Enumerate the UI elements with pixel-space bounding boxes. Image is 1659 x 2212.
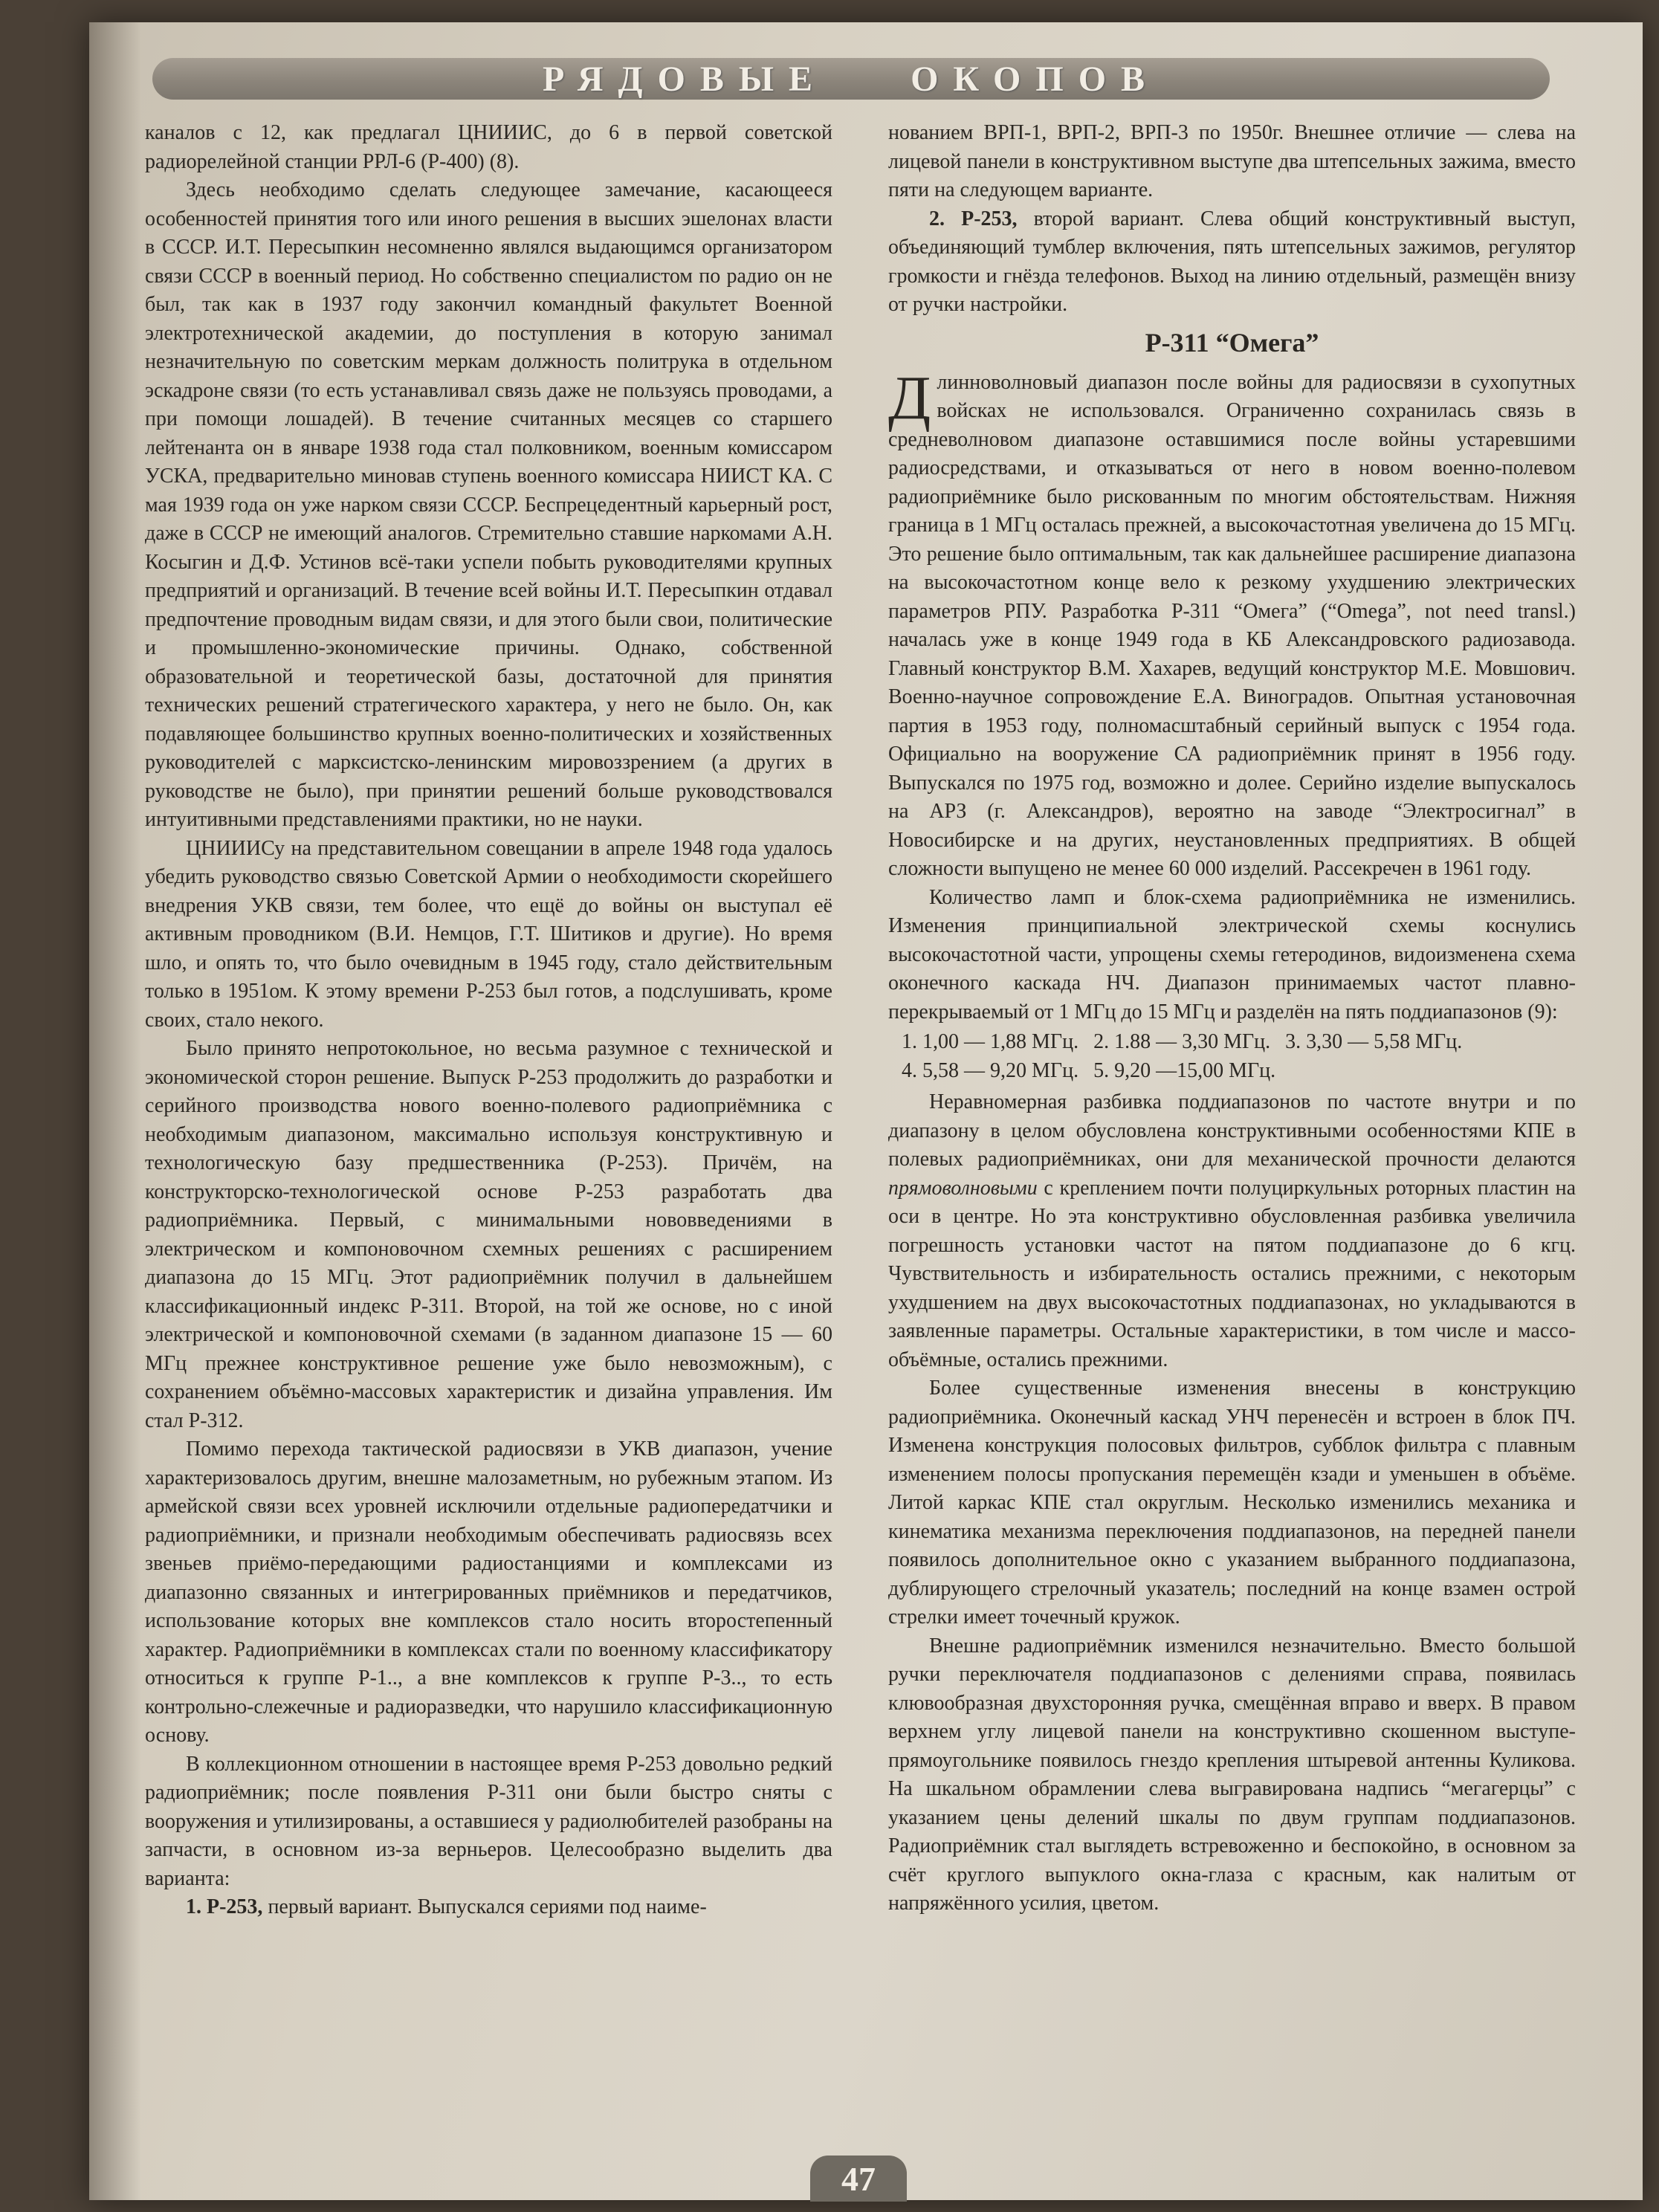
binding-shadow bbox=[89, 22, 141, 2200]
paragraph: Внешне радиоприёмник изменился незначительно. Вместо большой ручки переключателя поддиапазонов с делениями справа, появилась клювообразная двухсторонняя ручка, смещённая вправо и вверх. В правом верхнем углу лицевой панели на конструктивно скошенном выступе-прямоугольнике появилось гнездо крепления штыревой антенны Куликова. На шкальном обрамлении слева выгравирована надпись “мегагерцы” с указанием цены делений шкалы по двум группам поддиапазонов. Радиоприёмник стал выглядеть встревоженно и беспокойно, в основном за счёт круглого выпуклого окна-глаза с красным, как налитым от напряжённого усилия, цветом. bbox=[888, 1634, 1576, 1915]
variant-label: 2. Р-253, bbox=[929, 207, 1018, 230]
drop-cap: Д bbox=[888, 363, 931, 433]
band-item: 2. 1.88 — 3,30 МГц. bbox=[1093, 1030, 1271, 1053]
band-item: 5. 9,20 —15,00 МГц. bbox=[1093, 1058, 1276, 1082]
paragraph: нованием ВРП-1, ВРП-2, ВРП-3 по 1950г. Внешнее отличие — слева на лицевой панели в конструктивном выступе два штепсельных зажима, вместо пяти на следующем варианте. bbox=[888, 121, 1576, 201]
band-row bbox=[888, 1057, 1576, 1086]
header-title: РЯДОВЫЕ ОКОПОВ bbox=[542, 59, 1160, 99]
variant-item-1 bbox=[145, 1893, 832, 1922]
paragraph-text: линноволновый диапазон после войны для радиосвязи в сухопутных войсках не использовался. Ограниченно сохранилась связь в средневолновом диапазоне оставшимися после войны устаревшими радиосредствами, и отказываться от него в новом военно-полевом радиоприёмнике было рискованным по многим обстоятельствам. Нижняя граница в 1 МГц осталась прежней, а высокочастотная увеличена до 15 МГц. Это решение было оптимальным, так как дальнейшее расширение диапазона на высокочастотном конце вело к резкому ухудшению электрических параметров РПУ. Разработка Р-311 “Омега” (“Omega”, not need transl.) началась уже в конце 1949 года в КБ Александровского радиозавода. Главный конструктор В.М. Хахарев, ведущий конструктор М.Е. Мовшович. Военно-научное сопровождение Е.А. Виноградов. Опытная установочная партия в 1953 году, полномасштабный серийный выпуск с 1954 года. Официально на вооружение СА радиоприёмник принят в 1956 году. Выпускался по 1975 год, возможно и долее. Серийно изделие выпускалось на АРЗ (г. Александров), вероятно на заводе “Электросигнал” в Новосибирске и на других, неустановленных предприятиях. В общей сложности выпущено не менее 60 000 изделий. Рассекречен в 1961 году. bbox=[888, 370, 1576, 880]
band-item: 4. 5,58 — 9,20 МГц. bbox=[902, 1058, 1079, 1082]
band-list bbox=[888, 1028, 1576, 1085]
paragraph: Здесь необходимо сделать следующее замечание, касающееся особенностей принятия того или иного решения в высших эшелонах власти в СССР. И.Т. Пересыпкин несомненно являлся выдающимся организатором связи СССР в военный период. Но собственно специалистом по радио он не был, так как в 1937 году закончил командный факультет Военной электротехнической академии, до поступления в которую занимал незначительную по советским меркам должность политрука в отдельном эскадроне связи (то есть устанавливал связь даже не пользуясь проводами, а при помощи лошадей). В течение считанных месяцев со старшего лейтенанта он в январе 1938 года стал полковником, военным комиссаром УСКА, предварительно миновав ступень военного комиссара НИИСТ КА. С мая 1939 года он уже нарком связи СССР. Беспрецедентный карьерный рост, даже в СССР не имеющий аналогов. Стремительно ставшие наркомами А.Н. Косыгин и Д.Ф. Устинов всё-таки успели побыть руководителями крупных предприятий и организаций. В течение всей войны И.Т. Пересыпкин отдавал предпочтение проводным видам связи, и для этого были свои, политические и промышленно-экономические причины. Однако, собственной образовательной и теоретической базы, достаточной для принятия технических решений стратегического характера, у него не было. Он, как подавляющее большинство крупных военно-политических и хозяйственных руководителей с марксистско-ленинским мировоззрением (а других в руководстве не было), при принятии решений больше руководствовался интуитивными представлениями практики, но не науки. bbox=[145, 178, 832, 831]
right-column bbox=[888, 119, 1576, 1918]
paragraph: Помимо перехода тактической радиосвязи в УКВ диапазон, учение характеризовалось другим, внешне малозаметным, но рубежным этапом. Из армейской связи всех уровней исключили отдельные радиопередатчики и радиоприёмники, и признали необходимым обеспечивать радиосвязь всех звеньев приёмо-передающими радиостанциями и комплексами из диапазонно связанных и интегрированных приёмников и передатчиков, использование которых вне комплексов стало носить второстепенный характер. Радиоприёмники в комплексах стали по военному классификатору относиться к группе Р-1.., а вне комплексов к группе Р-3.., то есть контрольно-слежечные и радиоразведки, что нарушило классификационную основу. bbox=[145, 1438, 832, 1747]
paragraph: ЦНИИИСу на представительном совещании в апреле 1948 года удалось убедить руководство связью Советской Армии о необходимости скорейшего внедрения УКВ связи, тем более, что ещё до войны он выступал её активным проводником (В.И. Немцов, Г.Т. Шитиков и другие). Но время шло, и опять то, что было очевидным в 1945 году, стало действительным только в 1951ом. К этому времени Р-253 был готов, а подслушивать, кроме своих, стало некого. bbox=[145, 836, 832, 1032]
paragraph: Было принято непротокольное, но весьма разумное с технической и экономической сторон решение. Выпуск Р-253 продолжить до разработки и серийного производства нового военно-полевого радиоприёмника с необходимым диапазоном, максимально используя конструктивную и технологическую базу предшественника (Р-253). Причём, на конструкторско-технологической основе Р-253 разработать два радиоприёмника. Первый, с минимальными нововведениями в электрическом и компоновочном схемных решениях с расширением диапазона до 15 МГц. Этот радиоприёмник получил в дальнейшем классификационный индекс Р-311. Второй, на той же основе, но с иной электрической и компоновочной схемами (в заданном диапазоне 15 — 60 МГц прежнее конструктивное решение уже было невозможным), с сохранением объёмно-массовых характеристик и дизайна управления. Им стал Р-312. bbox=[145, 1037, 832, 1432]
left-column bbox=[145, 119, 832, 1922]
paragraph-dropcap bbox=[888, 363, 1576, 884]
page-number: 47 bbox=[810, 2156, 907, 2202]
paragraph: каналов с 12, как предлагал ЦНИИИС, до 6 в первой советской радиорелейной станции РРЛ-6 (Р-400) (8). bbox=[145, 121, 832, 173]
band-item: 1. 1,00 — 1,88 МГц. bbox=[902, 1030, 1079, 1053]
header-band bbox=[152, 58, 1550, 100]
variant-item-2 bbox=[888, 205, 1576, 320]
emphasis: прямоволновыми bbox=[888, 1176, 1038, 1200]
paragraph-text: с креплением почти полуциркульных роторных пластин на оси в центре. Но эта конструктивно обусловленная разбивка увеличила погрешность установки частот на пятом поддиапазоне до 6 кгц. Чувствительность и избирательность остались прежними, с некоторым ухудшением на двух высокочастотных поддиапазонах, но укладываются в заявленные параметры. Остальные характеристики, в том числе и массо-объёмные, остались прежними. bbox=[888, 1176, 1576, 1371]
band-row bbox=[888, 1028, 1576, 1057]
paragraph bbox=[888, 1088, 1576, 1374]
section-heading: Р-311 “Омега” bbox=[1145, 327, 1319, 358]
variant-label: 1. Р-253, bbox=[186, 1895, 263, 1918]
paragraph-text: Неравномерная разбивка поддиапазонов по частоте внутри и по диапазону в целом обусловлена конструктивными особенностями КПЕ в полевых радиоприёмниках, они для механической прочности делаются bbox=[888, 1090, 1576, 1171]
band-item: 3. 3,30 — 5,58 МГц. bbox=[1285, 1030, 1463, 1053]
paragraph: В коллекционном отношении в настоящее время Р-253 довольно редкий радиоприёмник; после появления Р-311 они были быстро сняты с вооружения и утилизированы, а оставшиеся у радиолюбителей разобраны на запчасти, в основном из-за верньеров. Целесообразно выделить два варианта: bbox=[145, 1752, 832, 1890]
variant-text: первый вариант. Выпускался сериями под наиме- bbox=[262, 1895, 707, 1918]
paragraph: Более существенные изменения внесены в конструкцию радиоприёмника. Оконечный каскад УНЧ перенесён и встроен в блок ПЧ. Изменена конструкция полосовых фильтров, субблок фильтра с плавным изменением полосы пропускания перемещён кзади и уменьшен в объёме. Литой каркас КПЕ стал округлым. Несколько изменились механика и кинематика механизма переключения поддиапазонов, на передней панели появилось дополнительное окно с указанием выбранного поддиапазона, дублирующего стрелочный указатель; последний на конце взамен острой стрелки имеет точечный кружок. bbox=[888, 1377, 1576, 1629]
paragraph: Количество ламп и блок-схема радиоприёмника не изменились. Изменения принципиальной электрической схемы коснулись высокочастотной части, упрощены схемы гетеродинов, видоизменена схема оконечного каскада НЧ. Диапазон принимаемых частот плавно-перекрываемый от 1 МГц до 15 МГц и разделён на пять поддиапазонов (9): bbox=[888, 885, 1576, 1023]
variant-text: второй вариант. Слева общий конструктивный выступ, объединяющий тумблер включения, пять штепсельных зажимов, регулятор громкости и гнёзда телефонов. Выход на линию отдельный, размещён внизу от ручки настройки. bbox=[888, 207, 1576, 316]
